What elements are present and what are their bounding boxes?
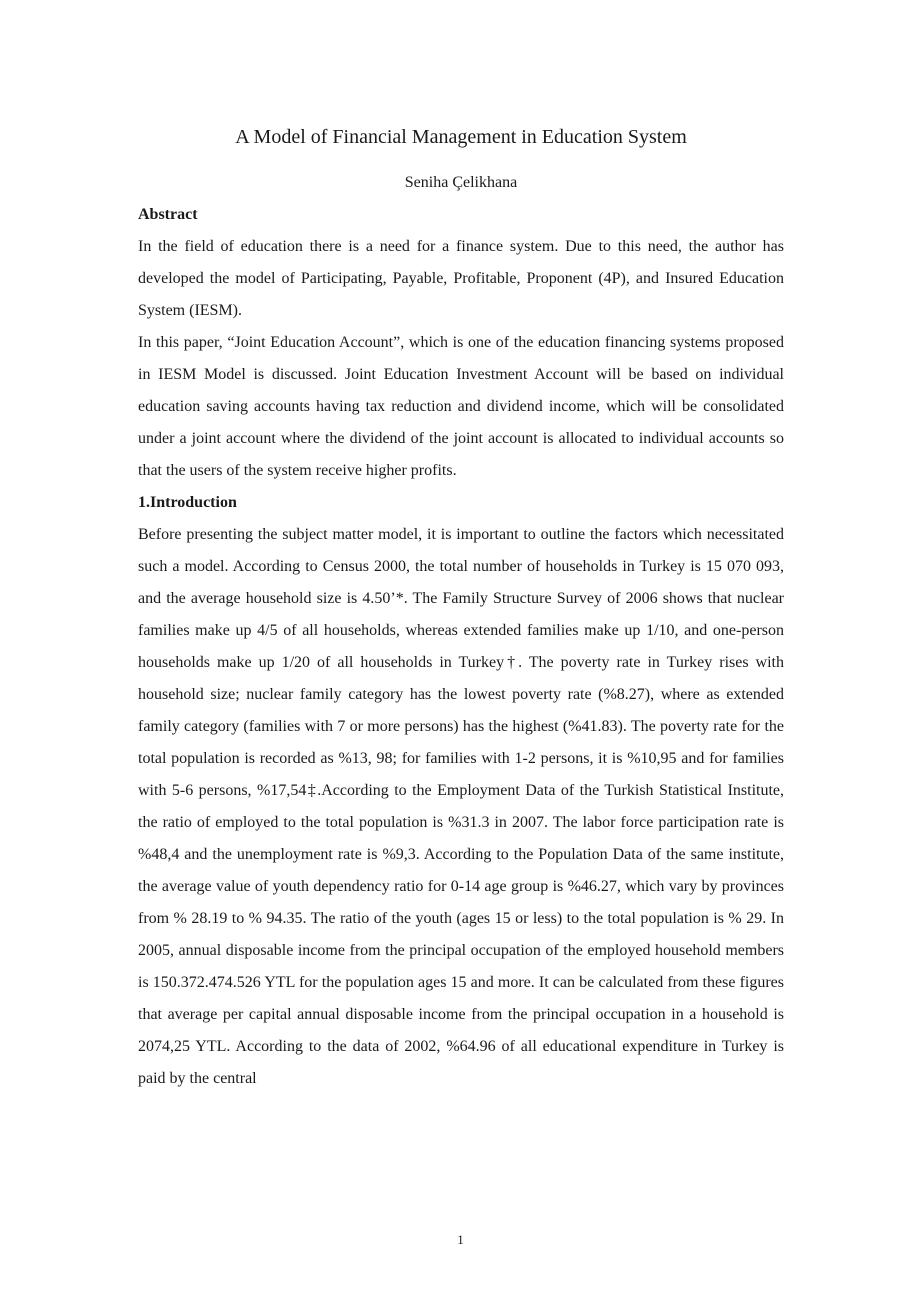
document-title: A Model of Financial Management in Education System (235, 126, 687, 148)
document-content (138, 121, 784, 1095)
introduction-paragraph-1: Before presenting the subject matter model, it is important to outline the factors which necessitated such a model. According to Census 2000, the total number of households in Turkey is 15 070 093, and the average household size is 4.50’*. The Family Structure Survey of 2006 shows that nuclear families make up 4/5 of all households, whereas extended families make up 1/10, and one-person households make up 1/20 of all households in Turkey†. The poverty rate in Turkey rises with household size; nuclear family category has the lowest poverty rate (%8.27), where as extended family category (families with 7 or more persons) has the highest (%41.83). The poverty rate for the total population is recorded as %13, 98; for families with 1-2 persons, it is %10,95 and for families with 5-6 persons, %17,54‡.According to the Employment Data of the Turkish Statistical Institute, the ratio of employed to the total population is %31.3 in 2007. The labor force participation rate is %48,4 and the unemployment rate is %9,3. According to the Population Data of the same institute, the average value of youth dependency ratio for 0-14 age group is %46.27, which vary by provinces from % 28.19 to % 94.35. The ratio of the youth (ages 15 or less) to the total population is % 29. In 2005, annual disposable income from the principal occupation of the employed household members is 150.372.474.526 YTL for the population ages 15 and more. It can be calculated from these figures that average per capital annual disposable income from the principal occupation in a household is 2074,25 YTL. According to the data of 2002, %64.96 of all educational expenditure in Turkey is paid by the central (138, 526, 784, 1087)
author-name: Seniha Çelikhana (404, 174, 518, 191)
abstract-paragraph-2: In this paper, “Joint Education Account”, which is one of the education financing systems proposed in IESM Model is discussed. Joint Education Investment Account will be based on individual education saving accounts having tax reduction and dividend income, which will be consolidated under a joint account where the dividend of the joint account is allocated to individual accounts so that the users of the system receive higher profits. (138, 334, 784, 479)
section-heading-introduction: 1.Introduction (138, 494, 237, 511)
abstract-paragraph-1: In the field of education there is a need for a finance system. Due to this need, the author has developed the model of Participating, Payable, Profitable, Proponent (4P), and Insured Education System (IESM). (138, 238, 784, 319)
page-number: 1 (457, 1232, 464, 1247)
section-heading-abstract: Abstract (138, 206, 198, 223)
